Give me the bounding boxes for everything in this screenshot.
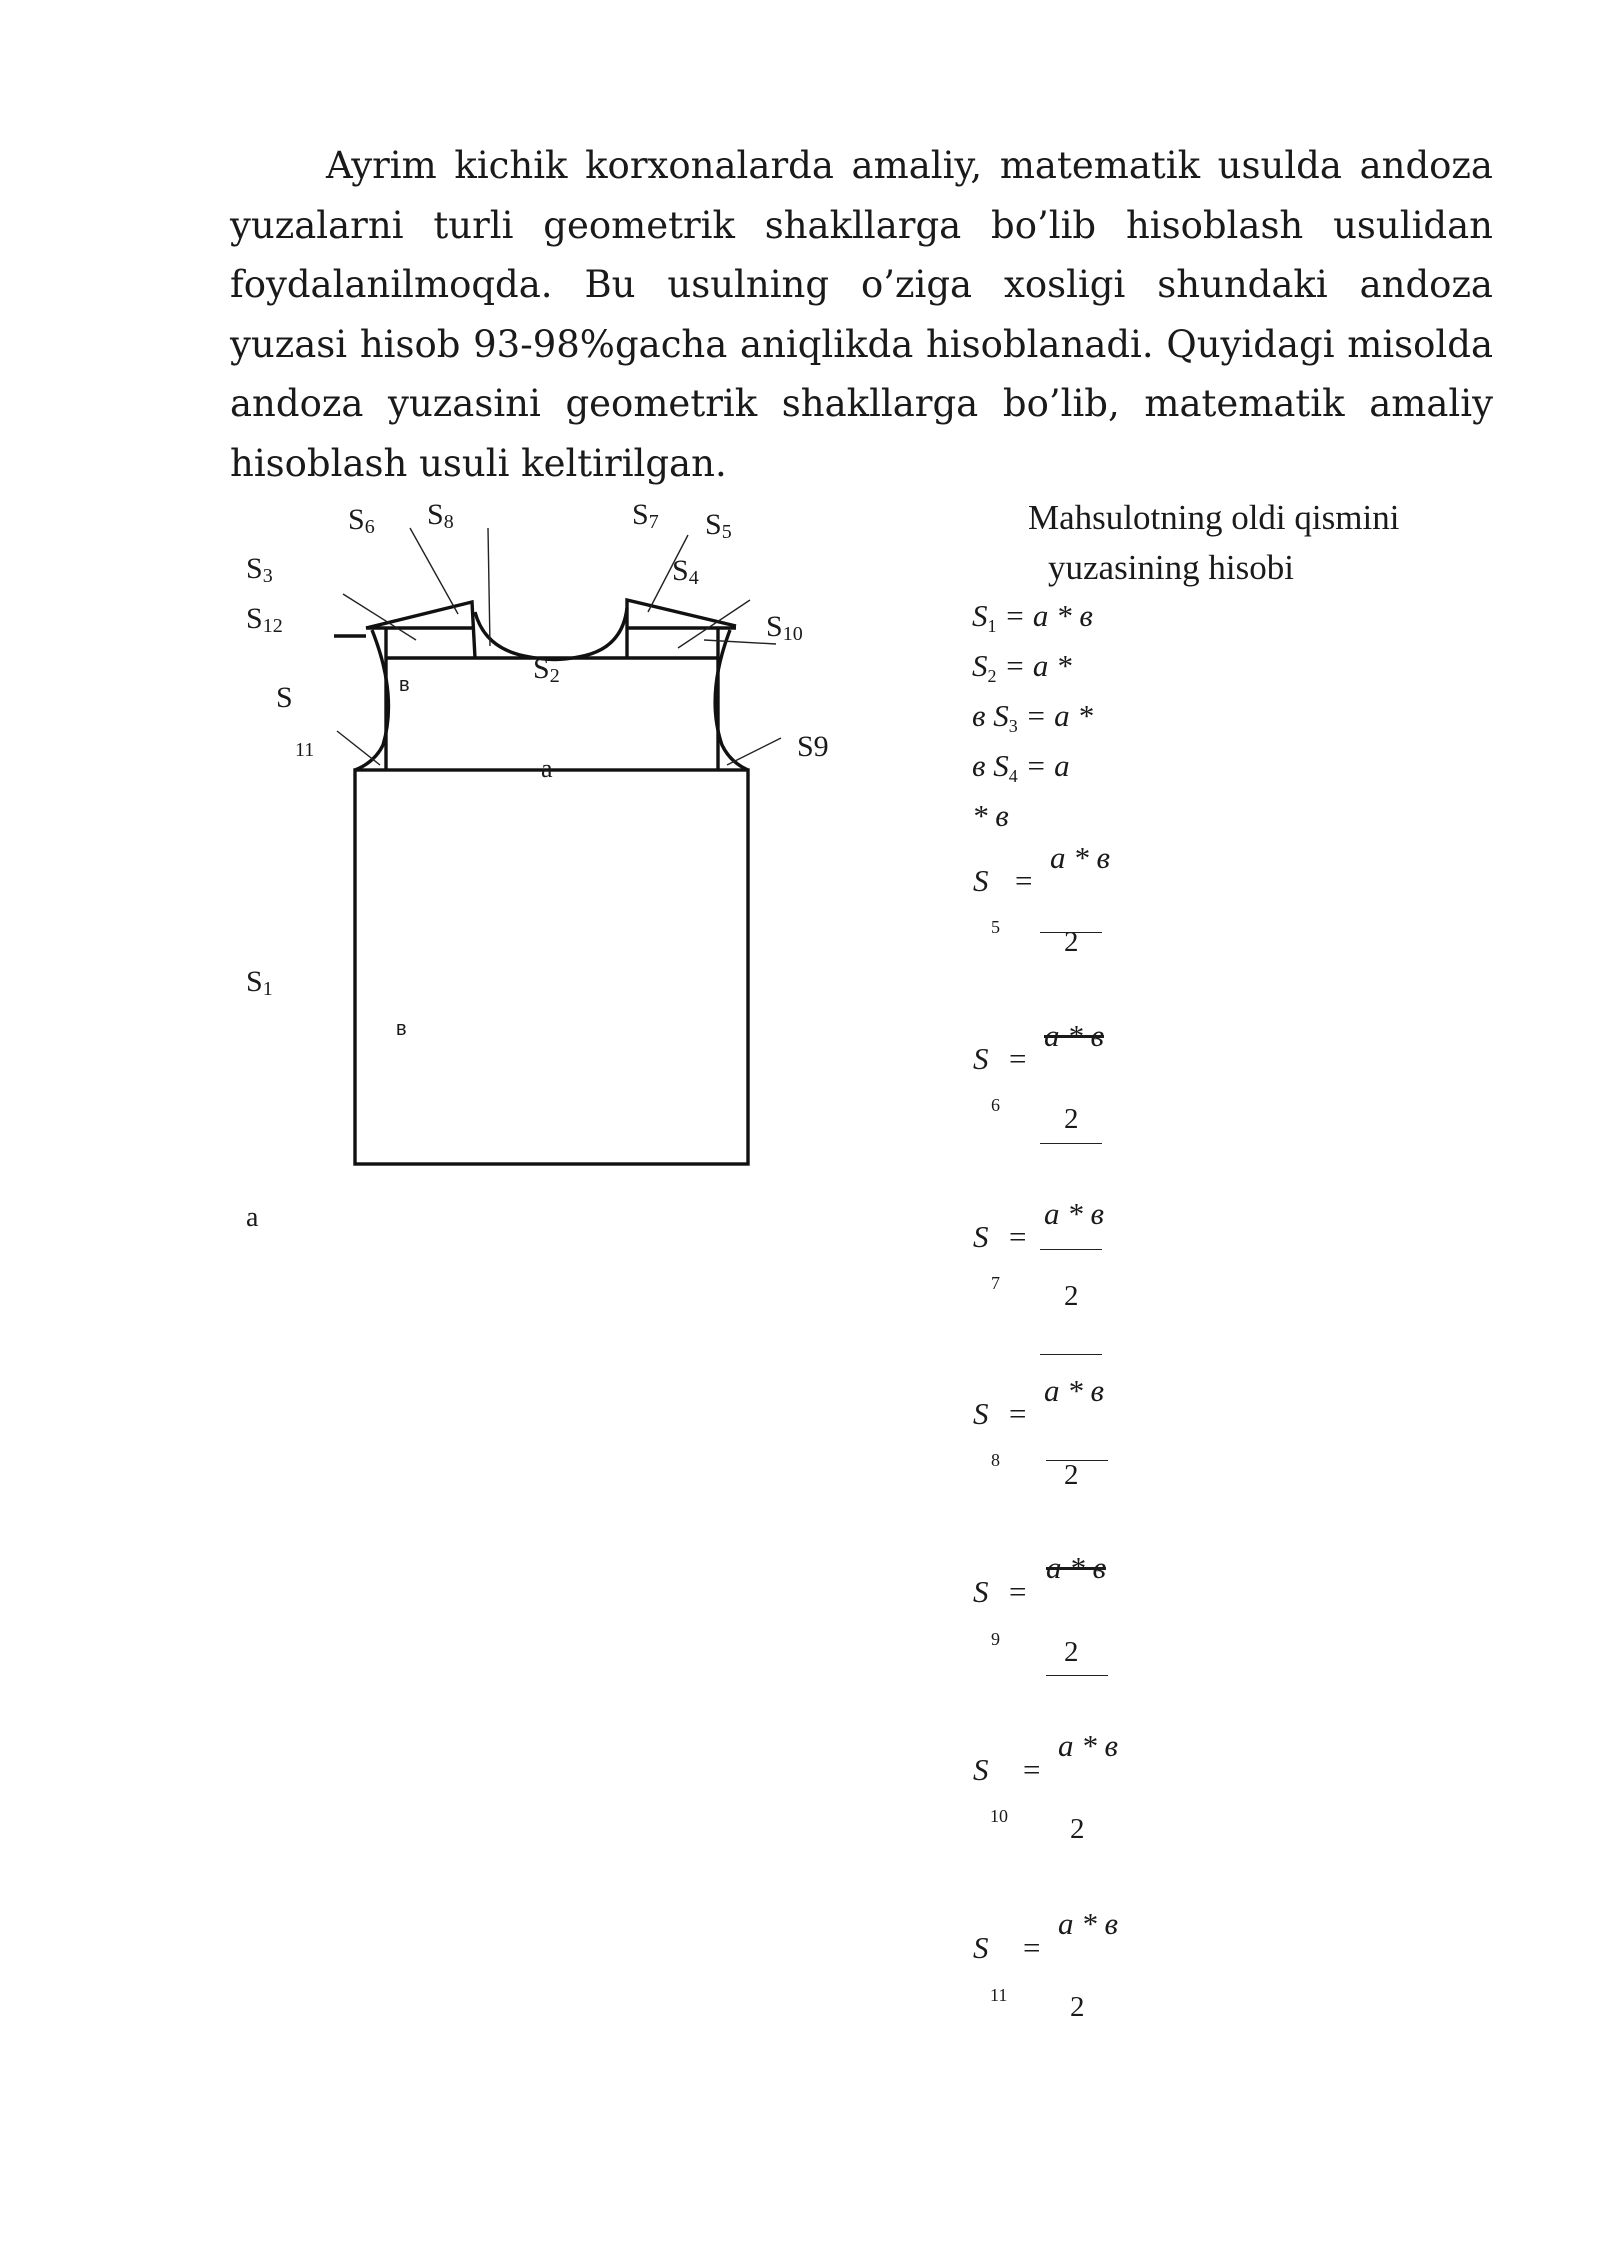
label-b-top: в <box>399 674 410 696</box>
formula-s1: S1 = a * в <box>972 598 1093 636</box>
calc-title-line1: Mahsulotning oldi qismini <box>1028 498 1400 537</box>
right-armhole-curve <box>715 630 748 770</box>
label-s7: S7 <box>632 498 659 533</box>
formula-s4-cont: * в <box>972 798 1009 833</box>
frac-s8-s: S <box>973 1396 989 1431</box>
leader-s9 <box>727 738 781 765</box>
label-s6: S6 <box>348 503 375 538</box>
label-s12: S12 <box>246 602 283 637</box>
frac-s10-s: S <box>973 1752 989 1787</box>
frac-s5-num: a * в <box>1050 840 1110 875</box>
label-s5: S5 <box>705 508 732 543</box>
frac-s10-num: a * в <box>1058 1728 1118 1763</box>
frac-s9-s: S <box>973 1574 989 1609</box>
frac-s5-eq: = <box>1015 863 1033 898</box>
calc-title-line2: yuzasining hisobi <box>1048 548 1294 587</box>
label-s9: S9 <box>797 730 829 763</box>
frac-s7-sub: 7 <box>991 1273 1000 1293</box>
frac-s9-bar <box>1046 1675 1108 1676</box>
frac-s8-num: a * в <box>1044 1373 1104 1408</box>
frac-s7-num: a * в <box>1044 1196 1104 1231</box>
leader-s8 <box>410 528 458 614</box>
frac-s6-sub: 6 <box>991 1095 1000 1115</box>
label-s4: S4 <box>672 554 699 589</box>
frac-s9-num: a * в <box>1046 1550 1106 1585</box>
frac-s9-eq: = <box>1009 1574 1027 1609</box>
label-s11-sub: 11 <box>295 739 315 761</box>
frac-s7-s: S <box>973 1219 989 1254</box>
frac-s8-den: 2 <box>1064 1459 1079 1491</box>
pattern-body-rect <box>355 770 748 1164</box>
frac-s8-sub: 8 <box>991 1450 1000 1470</box>
frac-s6-bar <box>1040 1143 1102 1144</box>
frac-s6-s: S <box>973 1041 989 1076</box>
label-a-bottom: a <box>246 1202 259 1233</box>
frac-s10-sub: 10 <box>990 1806 1008 1826</box>
leader-s11 <box>337 731 380 765</box>
frac-s8-eq: = <box>1009 1396 1027 1431</box>
formula-s2: S2 = a * <box>972 648 1072 686</box>
label-s10: S10 <box>766 610 803 645</box>
intro-paragraph-text: Ayrim kichik korxonalarda amaliy, matematik usulda andoza yuzalarni turli geometrik shakllarga bo’lib hisoblash usulidan foydalanilmoqda. Bu usulning o’ziga xosligi shundaki andoza yuzasi hisob 93-98%gacha aniqlikda hisoblanadi. Quyidagi misolda andoza yuzasini geometrik shakllarga bo’lib, matematik amaliy hisoblash usuli keltirilgan. <box>230 144 1493 485</box>
left-shoulder <box>366 602 475 658</box>
frac-s5-den: 2 <box>1064 926 1079 958</box>
label-b-bottom: в <box>396 1018 407 1040</box>
label-s11: S <box>276 681 293 714</box>
formula-s3: в S3 = a * <box>972 698 1093 736</box>
frac-s11-s: S <box>973 1930 989 1965</box>
frac-s11-eq: = <box>1023 1930 1041 1965</box>
label-a-top: a <box>541 754 553 783</box>
frac-s7-bar2 <box>1040 1354 1102 1355</box>
frac-s6-den: 2 <box>1064 1103 1079 1135</box>
formula-s4: в S4 = a <box>972 748 1070 786</box>
label-s2: S2 <box>533 652 560 687</box>
label-s8: S8 <box>427 498 454 533</box>
frac-s6-num: a * в <box>1044 1018 1104 1053</box>
frac-s11-den: 2 <box>1070 1991 1085 2023</box>
frac-s9-sub: 9 <box>991 1629 1000 1649</box>
label-s1: S1 <box>246 965 273 1000</box>
frac-s10-den: 2 <box>1070 1813 1085 1845</box>
frac-s6-eq: = <box>1009 1041 1027 1076</box>
frac-s7-bar <box>1040 1249 1102 1250</box>
label-s3: S3 <box>246 552 273 587</box>
frac-s9-den: 2 <box>1064 1636 1079 1668</box>
frac-s11-num: a * в <box>1058 1906 1118 1941</box>
leader-s8b <box>488 528 490 646</box>
frac-s11-sub: 11 <box>990 1985 1008 2005</box>
frac-s10-eq: = <box>1023 1752 1041 1787</box>
frac-s5-s: S <box>973 863 989 898</box>
frac-s5-sub: 5 <box>991 917 1000 937</box>
frac-s7-den: 2 <box>1064 1280 1079 1312</box>
neck-curve <box>475 608 627 660</box>
frac-s7-eq: = <box>1009 1219 1027 1254</box>
